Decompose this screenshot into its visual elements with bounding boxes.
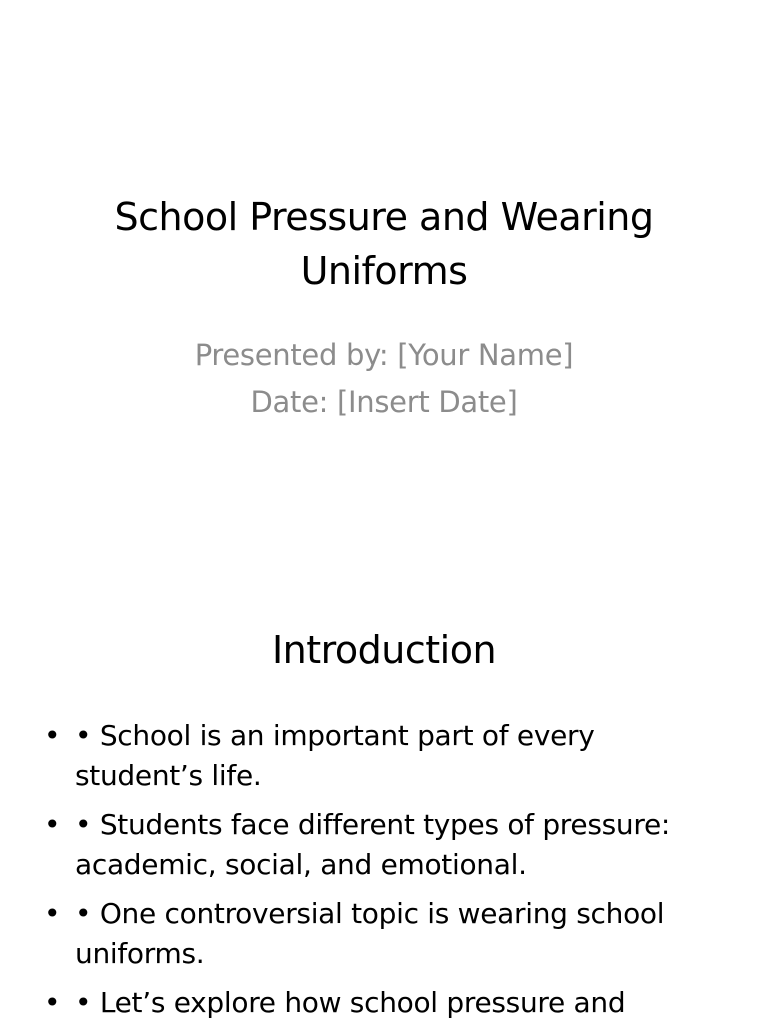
bullet-text: • One controversial topic is wearing school uniforms. [75, 897, 665, 970]
slide-title-line-1: School Pressure and Wearing [114, 195, 654, 239]
presenter-line: Presented by: [Your Name] [194, 338, 574, 372]
date-line: Date: [Insert Date] [250, 385, 518, 419]
bullet-text: • School is an important part of every student’s life. [75, 719, 595, 792]
bullet-item [44, 805, 728, 885]
bullet-item [44, 894, 728, 974]
bullet-text: • Let’s explore how school pressure and [75, 986, 626, 1019]
bullet-item [44, 983, 728, 1023]
introduction-title: Introduction [271, 628, 497, 672]
bullet-text: • Students face different types of pressure: academic, social, and emotional. [75, 808, 671, 881]
slide-title [60, 190, 708, 298]
slide-title-line-2: Uniforms [300, 249, 468, 293]
bullet-list [44, 716, 728, 1024]
bullet-dot-icon: • [44, 986, 61, 1019]
introduction-slide [0, 576, 768, 1024]
bullet-item [44, 716, 728, 796]
bullet-dot-icon: • [44, 897, 61, 930]
bullet-dot-icon: • [44, 719, 61, 752]
bullet-dot-icon: • [44, 808, 61, 841]
slide-subtitle [60, 332, 708, 426]
